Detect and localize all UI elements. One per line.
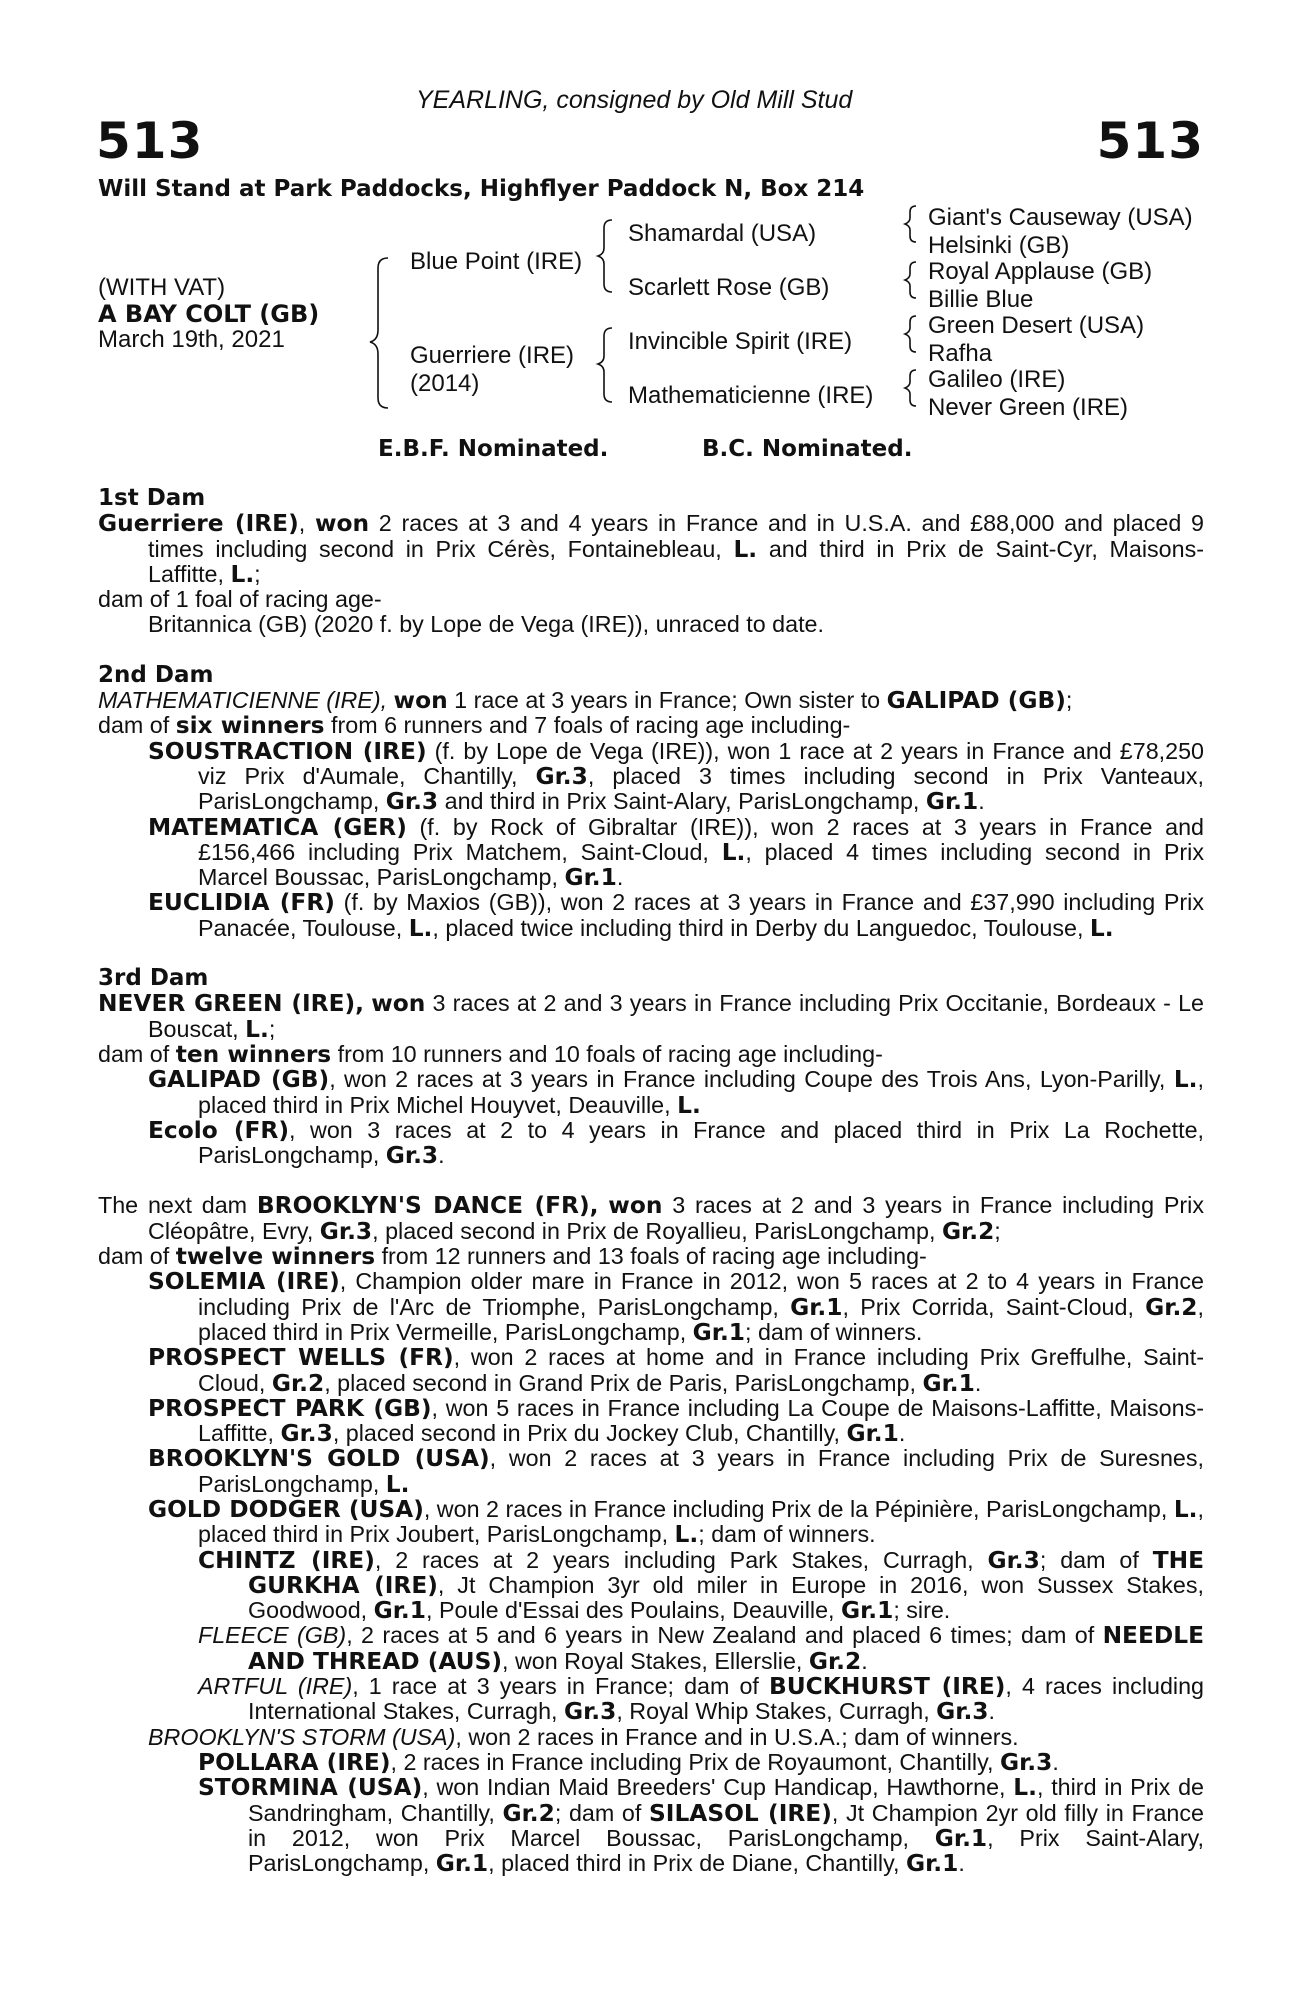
race-grade: L.: [721, 838, 746, 866]
produce-text: , Royal Whip Stakes, Curragh,: [616, 1698, 937, 1725]
produce-fleece: [198, 1623, 1204, 1674]
second-dam-heading: 2nd Dam: [98, 661, 214, 688]
next-dam-name: BROOKLYN'S DANCE (FR),: [256, 1192, 599, 1220]
race-grade: Gr.1: [925, 788, 979, 816]
first-dam-foal-1: Britannica (GB) (2020 f. by Lope de Vega (IRE)), unraced to date.: [148, 611, 824, 638]
produce-text: , placed third in Prix de Diane, Chantilly,: [488, 1850, 906, 1877]
produce-name: FLEECE (GB): [198, 1622, 347, 1649]
produce-euclidia: [148, 890, 1204, 941]
next-dam-text: , placed second in Prix de Royallieu, ParisLongchamp,: [372, 1217, 942, 1244]
produce-text: , placed second in Prix du Jockey Club, Chantilly,: [332, 1420, 847, 1447]
produce-text: , won Indian Maid Breeders' Cup Handicap, Hawthorne,: [422, 1774, 1014, 1801]
produce-text: ; dam of winners.: [745, 1318, 923, 1345]
produce-text: ; dam of winners.: [698, 1521, 876, 1548]
horse-name: A BAY COLT (GB): [98, 300, 320, 328]
first-dam-won: won: [314, 510, 370, 538]
produce-offspring-name: NEEDLE AND THREAD (AUS): [248, 1622, 1204, 1675]
third-dam-heading: 3rd Dam: [98, 965, 209, 992]
race-grade: Gr.2: [502, 1799, 555, 1827]
produce-name: POLLARA (IRE): [198, 1748, 391, 1776]
produce-text: dam of: [98, 1243, 176, 1270]
produce-ecolo: [148, 1118, 1204, 1169]
race-grade: Gr.1: [922, 1369, 975, 1397]
race-grade: L.: [674, 1521, 699, 1549]
sire-sire: Shamardal (USA): [628, 220, 817, 247]
produce-text: .: [616, 864, 624, 891]
first-dam-name: Guerriere (IRE): [98, 510, 299, 538]
produce-name: PROSPECT WELLS (FR): [148, 1344, 454, 1372]
produce-text: from 12 runners and 13 foals of racing age including-: [375, 1243, 927, 1270]
produce-text: , placed twice including third in Derby du Languedoc, Toulouse,: [432, 914, 1090, 941]
produce-text: , placed third in Prix Joubert, ParisLongchamp,: [198, 1495, 1204, 1548]
race-grade: Gr.1: [564, 864, 617, 892]
dam-sire: Invincible Spirit (IRE): [628, 328, 853, 355]
second-dam-produce-line: [98, 713, 1204, 738]
race-grade: L.: [245, 1015, 269, 1043]
race-grade: L.: [385, 1470, 410, 1498]
next-dam-text: The next dam: [98, 1192, 257, 1219]
produce-text: ; dam of: [1039, 1546, 1153, 1573]
produce-name: CHINTZ (IRE): [198, 1546, 375, 1574]
produce-stormina: [198, 1775, 1204, 1876]
produce-text: .: [988, 1698, 995, 1725]
race-grade: Gr.1: [790, 1293, 843, 1321]
produce-text: .: [974, 1369, 982, 1396]
dam: Guerriere (IRE): [410, 342, 575, 369]
lot-number-right: 513: [1096, 112, 1204, 170]
dam-sire-sire: Green Desert (USA): [928, 312, 1145, 339]
produce-text: (f. by Lope de Vega (IRE)), won 1 race at 2 years in France and £78,250 viz Prix d'Aumale, Chantilly,: [198, 737, 1204, 789]
produce-text: , Prix Saint-Alary, ParisLongchamp,: [248, 1824, 1204, 1877]
produce-text: , won 2 races in France and in U.S.A.; dam of winners.: [455, 1723, 1019, 1750]
first-dam-text: 2 races at 3 and 4 years in France and in U.S.A. and £88,000 and placed 9 times including second in Prix Cérès, Fontainebleau,: [148, 510, 1204, 562]
second-dam-text: 1 race at 3 years in France; Own sister to: [447, 687, 887, 714]
produce-text: (f. by Rock of Gibraltar (IRE)), won 2 races at 3 years in France and £156,466 including Prix Matchem, Saint-Cloud,: [198, 813, 1204, 865]
race-grade: Gr.1: [846, 1420, 899, 1448]
race-grade: Gr.1: [905, 1850, 959, 1878]
race-grade: Gr.3: [385, 788, 439, 816]
produce-text: , 2 races in France including Prix de Royaumont, Chantilly,: [390, 1748, 1000, 1775]
lot-number-left: 513: [96, 112, 204, 170]
race-grade: Gr.1: [840, 1597, 894, 1625]
produce-text: , placed third in Prix Michel Houyvet, Deauville,: [198, 1066, 1204, 1118]
produce-text: , Jt Champion 3yr old miler in Europe in 2016, won Sussex Stakes, Goodwood,: [248, 1571, 1204, 1624]
race-grade: Gr.1: [373, 1597, 426, 1625]
produce-text: ; sire.: [893, 1597, 951, 1624]
produce-brooklyns-gold: [148, 1446, 1204, 1497]
first-dam-text: and third in Prix de Saint-Cyr, Maisons-Laffitte,: [148, 535, 1204, 587]
first-dam-paragraph: Guerriere (IRE), won 2 races at 3 and 4 years in France and in U.S.A. and £88,000 and placed 9 times including second in Prix Cérès, Fontainebleau, L. and third in Prix de Saint-Cyr, Maisons-Laffitte, L.;: [98, 510, 1204, 588]
race-grade: L.: [1173, 1495, 1198, 1523]
produce-text: , third in Prix de Sandringham, Chantilly,: [248, 1774, 1204, 1826]
produce-text: .: [978, 788, 985, 815]
produce-name: BROOKLYN'S STORM (USA): [148, 1723, 456, 1750]
race-grade: Gr.1: [435, 1850, 489, 1878]
produce-offspring-name: THE GURKHA (IRE): [248, 1546, 1204, 1599]
produce-galipad: [148, 1067, 1204, 1118]
race-grade: Gr.3: [385, 1142, 439, 1170]
stand-location: Will Stand at Park Paddocks, Highflyer Paddock N, Box 214: [98, 176, 865, 202]
produce-text: , won 2 races in France including Prix de la Pépinière, ParisLongchamp,: [423, 1495, 1174, 1522]
produce-text: dam of: [98, 1040, 176, 1067]
produce-artful: [198, 1674, 1204, 1725]
produce-text: .: [1052, 1748, 1059, 1775]
dam-dam: Mathematicienne (IRE): [628, 382, 874, 409]
sire-sire-dam: Helsinki (GB): [928, 232, 1070, 259]
race-grade: Gr.3: [280, 1420, 333, 1448]
second-dam-won: won: [393, 687, 448, 715]
produce-text: , 4 races including International Stakes, Curragh,: [248, 1673, 1204, 1725]
race-grade: Gr.1: [692, 1318, 746, 1346]
produce-offspring-name: BUCKHURST (IRE): [769, 1673, 1006, 1701]
produce-text: (f. by Maxios (GB)), won 2 races at 3 years in France and £37,990 including Prix Panacée, Toulouse,: [198, 889, 1204, 941]
winners-count: ten winners: [175, 1040, 332, 1068]
sire-sire-sire: Giant's Causeway (USA): [928, 204, 1193, 231]
next-dam-text: ;: [994, 1217, 1001, 1244]
race-grade: L.: [230, 560, 255, 588]
second-dam-name: MATHEMATICIENNE (IRE),: [98, 687, 388, 714]
race-grade: L.: [1089, 914, 1114, 942]
produce-name: BROOKLYN'S GOLD (USA): [148, 1445, 490, 1473]
dam-sire-dam: Rafha: [928, 340, 993, 367]
produce-text: , placed 3 times including second in Prix Vanteaux, ParisLongchamp,: [198, 762, 1204, 815]
dam-line-text: [98, 486, 1204, 1876]
sire-dam: Scarlett Rose (GB): [628, 274, 830, 301]
produce-text: .: [958, 1850, 965, 1877]
produce-name: STORMINA (USA): [198, 1774, 423, 1802]
produce-text: , won 2 races at home and in France including Prix Greffulhe, Saint-Cloud,: [198, 1344, 1204, 1396]
produce-chintz: [198, 1548, 1204, 1624]
race-grade: Gr.3: [563, 1698, 617, 1726]
produce-matematica: [148, 815, 1204, 891]
next-dam-paragraph: [98, 1193, 1204, 1244]
produce-offspring-name: SILASOL (IRE): [649, 1799, 832, 1827]
produce-soustraction: [148, 739, 1204, 815]
produce-text: from 10 runners and 10 foals of racing age including-: [331, 1040, 883, 1067]
produce-text: , 2 races at 5 and 6 years in New Zealand and placed 6 times; dam of: [346, 1622, 1103, 1649]
vat-note: (WITH VAT): [98, 274, 226, 301]
race-grade: Gr.2: [808, 1647, 862, 1675]
third-dam-text: ;: [268, 1015, 276, 1042]
produce-text: , won Royal Stakes, Ellerslie,: [502, 1647, 809, 1674]
race-grade: Gr.3: [999, 1748, 1053, 1776]
produce-text: , Prix Corrida, Saint-Cloud,: [842, 1293, 1146, 1320]
produce-brooklyns-storm: [148, 1725, 1204, 1750]
first-dam-foals: dam of 1 foal of racing age-: [98, 586, 382, 613]
produce-name: ARTFUL (IRE): [198, 1673, 353, 1700]
dam-dam-dam: Never Green (IRE): [928, 394, 1129, 421]
foaling-date: March 19th, 2021: [98, 326, 285, 353]
dam-year: (2014): [410, 370, 480, 397]
produce-text: , Champion older mare in France in 2012, won 5 races at 2 to 4 years in France including Prix de l'Arc de Triomphe, ParisLongchamp,: [198, 1268, 1204, 1320]
race-grade: Gr.2: [941, 1217, 995, 1245]
produce-prospect-wells: [148, 1345, 1204, 1396]
next-dam-text: 3 races at 2 and 3 years in France including Prix Cléopâtre, Evry,: [148, 1192, 1204, 1244]
first-dam-text: ;: [254, 560, 261, 587]
produce-text: and third in Prix Saint-Alary, ParisLongchamp,: [438, 788, 926, 815]
produce-text: , placed 4 times including second in Prix Marcel Boussac, ParisLongchamp,: [198, 838, 1204, 891]
sire: Blue Point (IRE): [410, 248, 583, 275]
produce-gold-dodger: [148, 1497, 1204, 1548]
produce-text: , won 5 races in France including La Coupe de Maisons-Laffitte, Maisons-Laffitte,: [198, 1394, 1204, 1447]
produce-text: ; dam of: [554, 1799, 649, 1826]
race-grade: Gr.3: [987, 1546, 1040, 1574]
sire-dam-dam: Billie Blue: [928, 286, 1034, 313]
produce-name: SOLEMIA (IRE): [148, 1268, 340, 1296]
race-grade: Gr.2: [271, 1369, 325, 1397]
produce-text: , Poule d'Essai des Poulains, Deauville,: [426, 1597, 841, 1624]
race-grade: L.: [408, 914, 433, 942]
produce-text: , won 3 races at 2 to 4 years in France and placed third in Prix La Rochette, ParisLongchamp,: [198, 1116, 1204, 1169]
produce-prospect-park: [148, 1396, 1204, 1447]
race-grade: L.: [733, 535, 758, 563]
produce-text: , 2 races at 2 years including Park Stakes, Curragh,: [374, 1546, 988, 1573]
consignment-line: YEARLING, consigned by Old Mill Stud: [416, 86, 853, 114]
produce-text: , won 2 races at 3 years in France including Prix de Suresnes, ParisLongchamp,: [198, 1445, 1204, 1497]
race-grade: L.: [1013, 1774, 1037, 1802]
dam-dam-sire: Galileo (IRE): [928, 366, 1066, 393]
produce-name: GOLD DODGER (USA): [148, 1495, 424, 1523]
produce-text: .: [898, 1420, 906, 1447]
produce-name: EUCLIDIA (FR): [148, 889, 335, 917]
produce-name: SOUSTRACTION (IRE): [148, 737, 427, 765]
race-grade: Gr.2: [1145, 1293, 1198, 1321]
produce-name: Ecolo (FR): [148, 1116, 290, 1144]
third-dam-name: NEVER GREEN (IRE),: [98, 990, 365, 1018]
produce-name: GALIPAD (GB): [148, 1066, 330, 1094]
ebf-nomination: E.B.F. Nominated.: [378, 436, 609, 462]
produce-text: from 6 runners and 7 foals of racing age including-: [324, 712, 851, 739]
second-dam-text: ;: [1065, 687, 1073, 714]
race-grade: Gr.3: [936, 1698, 989, 1726]
third-dam-won: won: [371, 990, 426, 1018]
produce-text: , 1 race at 3 years in France; dam of: [352, 1673, 769, 1700]
produce-text: dam of: [98, 712, 176, 739]
third-dam-text: 3 races at 2 and 3 years in France including Prix Occitanie, Bordeaux - Le Bouscat,: [148, 990, 1204, 1042]
produce-pollara: [198, 1750, 1204, 1775]
next-dam-won: won: [608, 1192, 663, 1220]
sister-name: GALIPAD (GB): [886, 687, 1066, 715]
produce-solemia: [148, 1269, 1204, 1345]
third-dam-paragraph: [98, 991, 1204, 1042]
produce-text: .: [438, 1142, 445, 1169]
race-grade: L.: [677, 1091, 701, 1119]
race-grade: Gr.3: [319, 1217, 373, 1245]
produce-name: MATEMATICA (GER): [148, 813, 407, 841]
produce-text: .: [861, 1647, 868, 1674]
race-grade: Gr.3: [535, 762, 588, 790]
produce-text: , Jt Champion 2yr old filly in France in 2012, won Prix Marcel Boussac, ParisLongchamp,: [248, 1799, 1204, 1851]
produce-text: , placed third in Prix Vermeille, ParisLongchamp,: [198, 1293, 1205, 1345]
race-grade: L.: [1173, 1066, 1198, 1094]
produce-text: , placed second in Grand Prix de Paris, ParisLongchamp,: [324, 1369, 923, 1396]
produce-text: , won 2 races at 3 years in France including Coupe des Trois Ans, Lyon-Parilly,: [329, 1066, 1174, 1093]
first-dam-heading: 1st Dam: [98, 485, 206, 511]
third-dam-produce-line: [98, 1042, 1204, 1067]
sire-dam-sire: Royal Applause (GB): [928, 258, 1153, 285]
winners-count: six winners: [175, 712, 325, 740]
winners-count: twelve winners: [175, 1243, 376, 1271]
race-grade: Gr.1: [934, 1824, 988, 1852]
second-dam-paragraph: [98, 688, 1204, 713]
next-dam-produce-line: [98, 1244, 1204, 1269]
bc-nomination: B.C. Nominated.: [702, 436, 913, 462]
produce-name: PROSPECT PARK (GB): [148, 1394, 432, 1422]
